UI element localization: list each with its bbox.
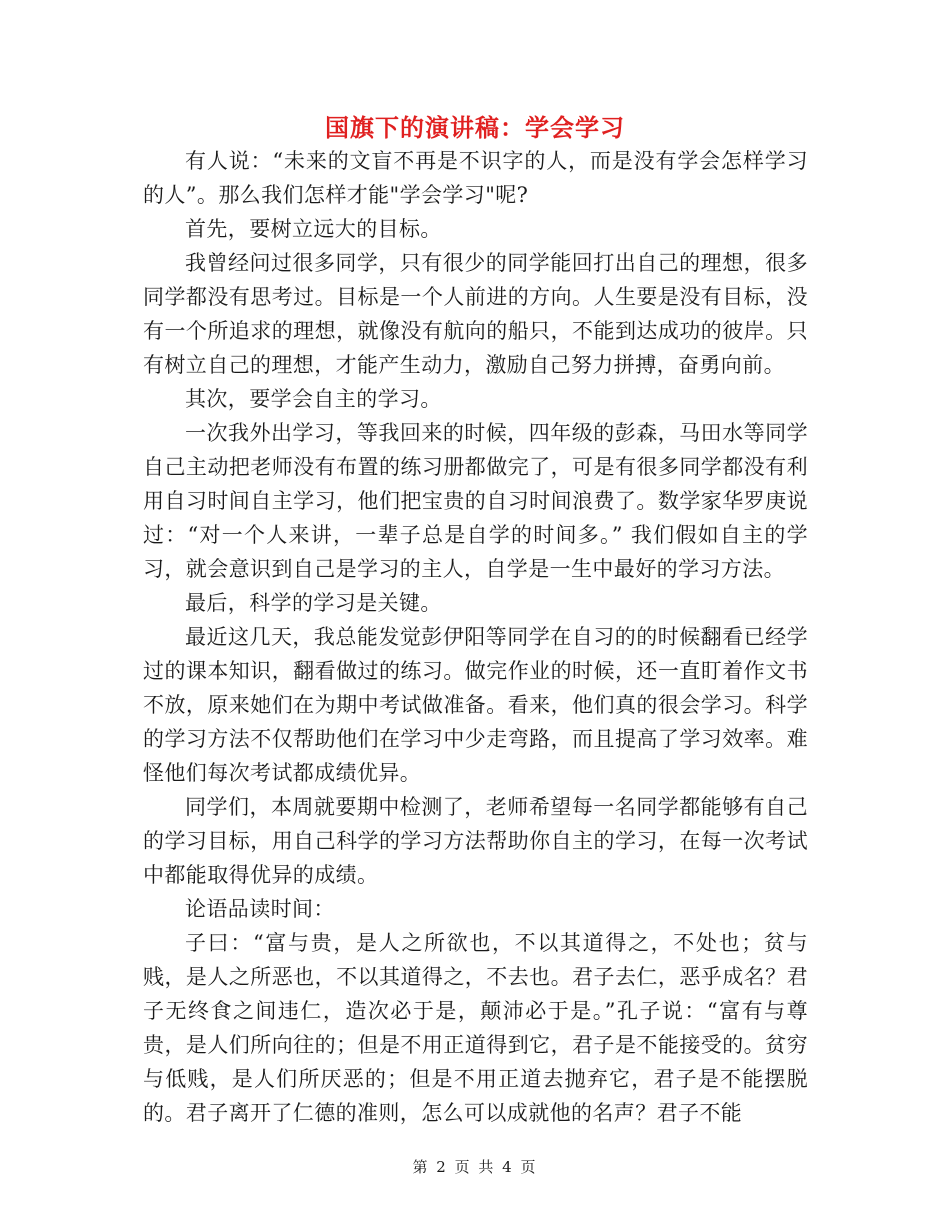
paragraph-5: 一次我外出学习，等我回来的时候，四年级的彭森，马田水等同学自己主动把老师没有布置的练习册都做完了，可是有很多同学都没有利用自习时间自主学习，他们把宝贵的自习时间浪费了。数学家华罗庚说过：“对一个人来讲，一辈子总是自学的时间多。” 我们假如自主的学习，就会意识到自己是学习的主人，自学是一生中最好的学习方法。 — [143, 421, 808, 581]
paragraph-9: 论语品读时间： — [185, 897, 335, 921]
page-footer: 第 2 页 共 4 页 — [412, 1158, 538, 1176]
paragraph-7: 最近这几天，我总能发觉彭伊阳等同学在自习的的时候翻看已经学过的课本知识，翻看做过的练习。做完作业的时候，还一直盯着作文书不放，原来她们在为期中考试做准备。看来，他们真的很会学习。科学的学习方法不仅帮助他们在学习中少走弯路，而且提高了学习效率。难怪他们每次考试都成绩优异。 — [143, 625, 808, 785]
paragraph-1: 有人说：“未来的文盲不再是不识字的人，而是没有学会怎样学习的人”。那么我们怎样才能"学会学习"呢? — [143, 149, 808, 207]
paragraph-8: 同学们，本周就要期中检测了，老师希望每一名同学都能够有自己的学习目标，用自己科学的学习方法帮助你自主的学习，在每一次考试中都能取得优异的成绩。 — [143, 795, 808, 887]
paragraph-10: 子曰：“富与贵，是人之所欲也，不以其道得之，不处也；贫与贱，是人之所恶也，不以其道得之，不去也。君子去仁，恶乎成名？君子无终食之间违仁，造次必于是，颠沛必于是。”孔子说：“富有与尊贵，是人们所向往的；但是不用正道得到它，君子是不能接受的。贫穷与低贱，是人们所厌恶的；但是不用正道去抛弃它，君子是不能摆脱的。君子离开了仁德的准则，怎么可以成就他的名声？君子不能 — [143, 931, 808, 1125]
paragraph-3: 我曾经问过很多同学，只有很少的同学能回打出自己的理想，很多同学都没有思考过。目标是一个人前进的方向。人生要是没有目标，没有一个所追求的理想，就像没有航向的船只，不能到达成功的彼岸。只有树立自己的理想，才能产生动力，激励自己努力拼搏，奋勇向前。 — [143, 251, 808, 377]
paragraph-2: 首先，要树立远大的目标。 — [185, 217, 442, 241]
paragraph-4: 其次，要学会自主的学习。 — [185, 387, 442, 411]
paragraph-6: 最后，科学的学习是关键。 — [185, 591, 442, 615]
document-title: 国旗下的演讲稿：学会学习 — [325, 113, 625, 142]
document-body — [143, 144, 808, 1130]
